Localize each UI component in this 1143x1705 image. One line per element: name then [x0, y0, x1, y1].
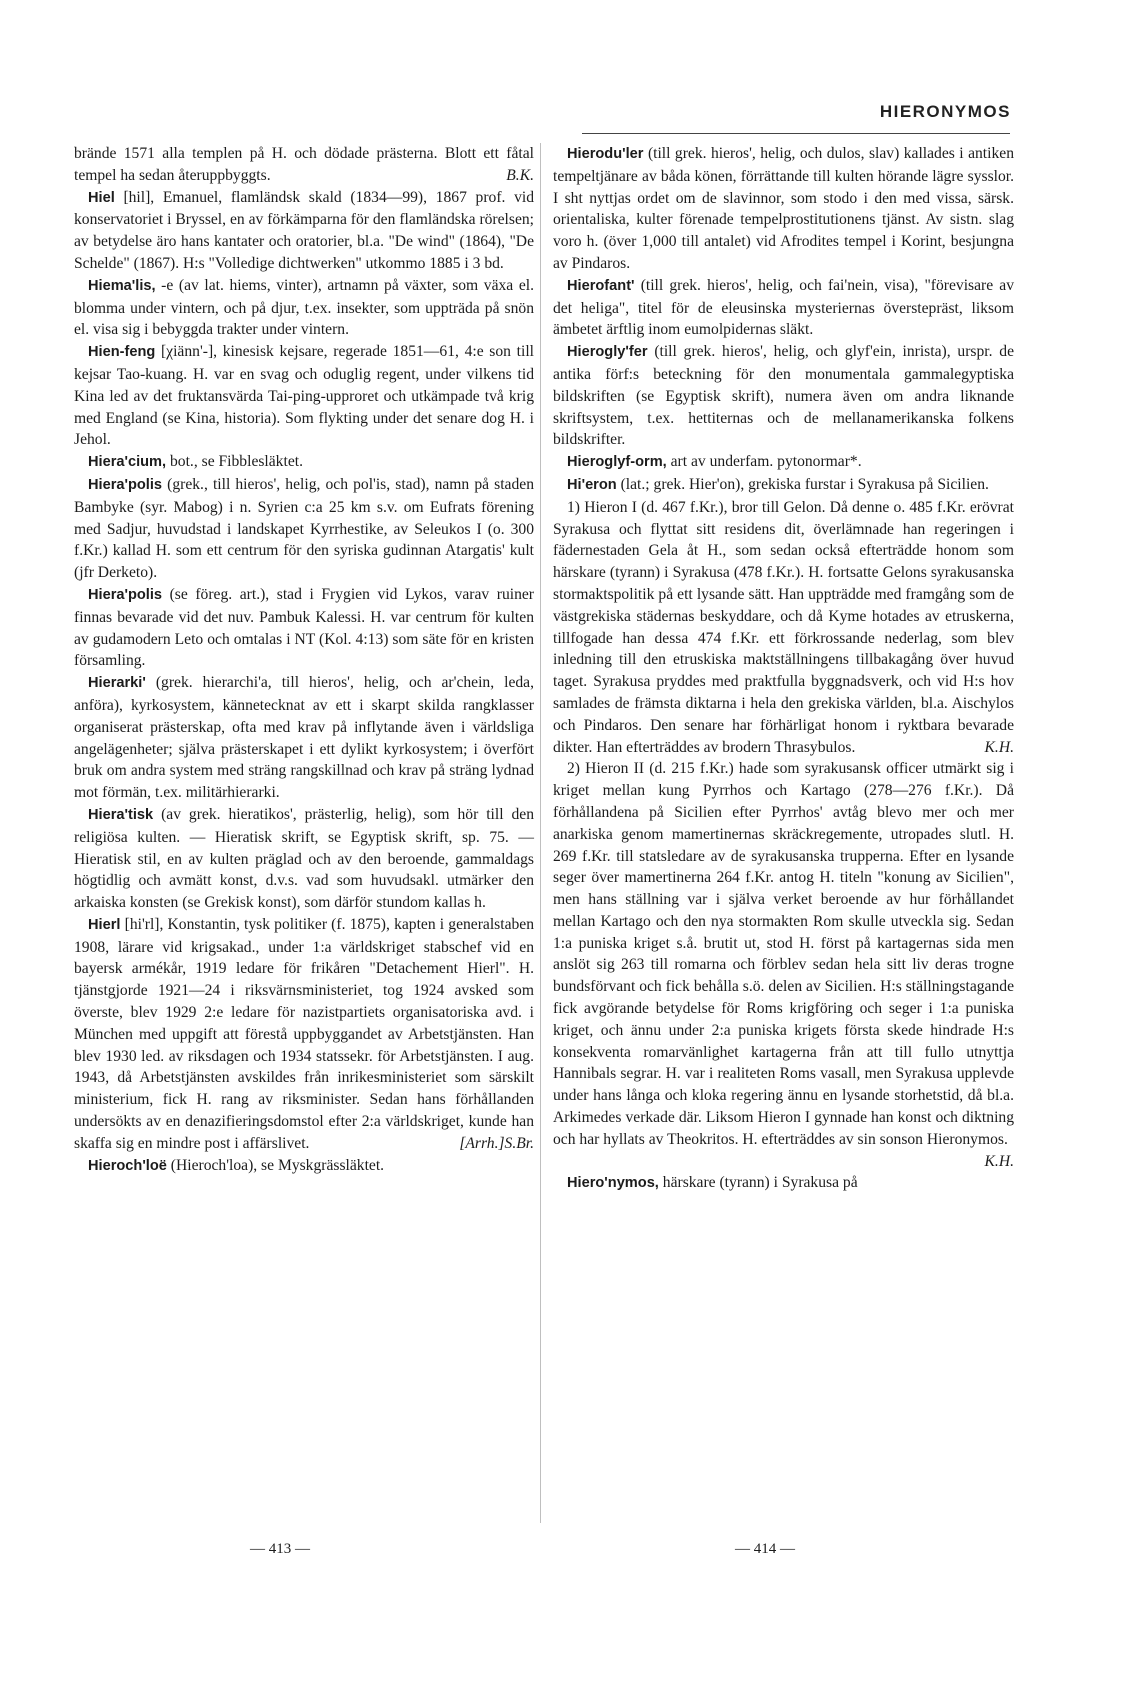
- left-column: [74, 143, 534, 1177]
- entry-text: (av grek. hieratikos', prästerlig, helig), som hör till den religiösa kulten. — Hieratisk skrift, se Egyptisk skrift, sp. 75. — Hieratisk stil, en av kulten präglad och av den beroende, gammaldags högtidlig och avmätt konst, d.v.s. vad som huvudsakl. utmärker den arkaiska konsten (se Grekisk konst), som därför stundom kallas h.: [74, 805, 534, 912]
- entry-headword: Hieroglyf-orm,: [567, 454, 667, 471]
- entry-text: brände 1571 alla templen på H. och dödade prästerna. Blott ett fåtal tempel ha sedan återuppbyggts.: [74, 145, 534, 184]
- entry-text: 1) Hieron I (d. 467 f.Kr.), bror till Gelon. Då denne o. 485 f.Kr. erövrat Syrakusa och flyttat sitt residens dit, överlämnade han regeringen i fädernestaden Gela åt H., som sedan också efterträdde honom som härskare (tyrann) i Syrakusa (478 f.Kr.). H. fortsatte Gelons syrakusanska stormaktspolitik på ett lysande sätt. Han uppträdde med framgång som de västgrekiska städernas beskyddare, och då Kyme hotades av etruskerna, tillfogade han dessa 474 f.Kr. ett förkrossande nederlag, som blev inledning till den etruskiska maktställningens tillbakagång över huvud taget. Syrakusa pryddes med praktfulla byggnadsverk, och vid H:s hov samlades de främsta diktarna i hela den grekiska världen, bl.a. Aischylos och Pindaros. Den senare har förhärligat honom i ryktbara bevarade dikter. Han efterträddes av brodern Thrasybulos.: [553, 498, 1014, 756]
- dictionary-entry: [74, 914, 534, 1155]
- entry-text: 2) Hieron II (d. 215 f.Kr.) hade som syrakusansk officer utmärkt sig i kriget mellan kung Pyrrhos och Kartago (278—276 f.Kr.). Då förhållandena på Sicilien efter Pyrrhos' avtåg blevo mer och mer anarkiska genom mamertinernas skräckregemente, utropades slutl. H. 269 f.Kr. till statsledare av de syrakusanska trupperna. Efter en lysande seger över mamertinerna 264 f.Kr. antog H. titeln "konung av Sicilien", men hans ställning var i själva verket beroende av hur förhållandet mellan Kartago och den nya stormakten Rom skulle utveckla sig. Sedan 1:a puniska kriget s.å. brutit ut, stod H. först på kartagernas sida men anslöt sig 263 till romarna och förblev sedan hela sitt liv deras trogne bundsförvant och fick behålla s.ö. delen av Sicilien. H:s ställningstagande fick avgörande betydelse för Roms krigföring och seger i 1:a puniska kriget, och ännu under 2:a puniska krigets första skede hindrade H:s konsekventa romarvänlighet kartagerna från att till fullo utnyttja Hannibals segrar. H. var i realiteten Roms vasall, men Syrakusa upplevde under hans långa och kloka regering ännu en lysande storhetstid, då bl.a. Arkimedes verkade där. Liksom Hieron I gynnade han konst och diktning och har hyllats av Theokritos. H. efterträddes av sin sonson Hieronymos.: [553, 760, 1014, 1148]
- dictionary-entry: [553, 451, 1014, 474]
- dictionary-entry: [74, 143, 534, 187]
- entry-headword: Hiero'nymos,: [567, 1175, 659, 1192]
- entry-headword: Hiema'lis,: [88, 277, 156, 294]
- entry-signature: K.H.: [984, 1152, 1014, 1170]
- page-number-right: — 414 —: [735, 1541, 795, 1557]
- dictionary-entry: [74, 804, 534, 914]
- header-rule: [582, 133, 1010, 134]
- entry-signature: K.H.: [984, 738, 1014, 756]
- entry-headword: Hierodu'ler: [567, 146, 644, 162]
- entry-text: (lat.; grek. Hier'on), grekiska furstar i Syrakusa på Sicilien.: [620, 475, 989, 493]
- entry-text: [χiänn'-], kinesisk kejsare, regerade 1851—61, 4:e son till kejsar Tao-kuang. H. var en svag och oduglig regent, under vilkens tid Kina led av det fruktansvärda Tai-ping-upproret och utkämpade två krig med England (se Kina, historia). Som flykting under det senare dog H. i Jehol.: [74, 343, 534, 449]
- entry-text: (till grek. hieros', helig, och glyf'ein, inrista), urspr. de antika förf:s beteckning för den monumentala gammalegyptiska bildskriften (se Egyptisk skrift), numera även om andra liknande skriftsystem, t.ex. hettiternas och de mellanamerikanska folkens bildskrifter.: [553, 343, 1014, 449]
- dictionary-entry: [553, 341, 1014, 451]
- dictionary-entry: [553, 143, 1014, 275]
- dictionary-entry: [74, 341, 534, 451]
- dictionary-entry: [553, 497, 1014, 759]
- entry-headword: Hiera'cium,: [88, 454, 167, 471]
- entry-headword: Hierl: [88, 916, 121, 933]
- entry-headword: Hierofant': [567, 277, 635, 294]
- entry-text: art av underfam. pytonormar*.: [670, 453, 862, 471]
- entry-text: härskare (tyrann) i Syrakusa på: [662, 1174, 858, 1192]
- entry-text: (till grek. hieros', helig, och fai'nein, visa), "förevisare av det heliga", titel för de eleusinska mysteriernas överstepräst, liksom ämbetet ärftlig inom eumolpidernas släkt.: [553, 276, 1015, 339]
- entry-headword: Hieroglyʹfer: [567, 344, 648, 361]
- entry-text: (grek. hierarchi'a, till hieros', helig, och ar'chein, leda, anföra), kyrkosystem, kännetecknat av ett i skarpt skilda rangklasser organiserat prästerskap, ofta med krav på inflytande även i världsliga angelägenheter; själva prästerskapet i ett dylikt kyrkosystem; i överfört bruk om andra system med sträng rangskillnad och krav på sträng lydnad mot förmän, t.ex. militärhierarki.: [74, 674, 534, 802]
- entry-headword: Hierarki': [88, 675, 146, 692]
- entry-text: [hi'rl], Konstantin, tysk politiker (f. 1875), kapten i generalstaben 1908, lärare vid krigsakad., under 1:a världskriget stabschef vid en bayersk armékår, 1919 ledare för frikåren "Detachement Hierl". H. tjänstgjorde 1921—24 i riksvärnsministeriet, tog 1924 avsked som överste, blev 1929 2:e ledare för nazistpartiets organisatoriska avd. i München med uppgift att förestå uppbyggandet av Arbetstjänsten. Han blev 1930 led. av riksdagen och 1934 statssekr. för Arbetstjänsten. I aug. 1943, då Arbetstjänsten avskildes från inrikesministeriet som särskilt ministerium, fick H. rang av riksminister. Sedan hans förhållanden undersökts av en denazifieringsdomstol efter 2:a världskriget, kunde han skaffa sig en mindre post i affärslivet.: [74, 915, 535, 1152]
- entry-text: (grek., till hieros', helig, och pol'is, stad), namn på staden Bambyke (syr. Mabog) i n. Syrien c:a 25 km s.v. om Eufrats förening med Sadjur, huvudstad i landskapet Kyrrhestike, av Seleukos I (o. 300 f.Kr.) kallad H. som ett centrum för den syriska gudinnan Atargatis' kult (jfr Derketo).: [74, 475, 534, 582]
- dictionary-entry: [74, 451, 534, 474]
- entry-text: -e (av lat. hiems, vinter), artnamn på växter, som växa el. blomma under vintern, och på djur, t.ex. insekter, som uppträda på snön el. visa sig i bebyggda trakter under vintern.: [74, 276, 534, 339]
- entry-headword: Hieroch'loë: [88, 1157, 167, 1174]
- entry-headword: Hi'eron: [567, 476, 617, 493]
- entry-headword: Hien-feng: [88, 344, 156, 361]
- entry-headword: Hiera'polis: [88, 586, 163, 603]
- entry-text: (Hieroch'loa), se Myskgrässläktet.: [170, 1156, 385, 1174]
- dictionary-entry: [74, 584, 534, 672]
- dictionary-entry: [74, 1155, 534, 1178]
- entry-signature: [Arrh.]S.Br.: [459, 1134, 534, 1152]
- page-number-left: — 413 —: [250, 1541, 310, 1557]
- entry-text: [hil], Emanuel, flamländsk skald (1834—99), 1867 prof. vid konservatoriet i Bryssel, en av förkämparna för den flamländska rörelsen; av betydelse äro hans kantater och oratorier, bl.a. "De wind" (1864), "De Schelde" (1867). H:s "Volledige dichtwerken" utkommo 1885 i 3 bd.: [74, 188, 534, 272]
- dictionary-entry: [74, 275, 534, 341]
- entry-headword: Hiera'tisk: [88, 806, 154, 823]
- dictionary-entry: [553, 275, 1014, 341]
- entry-text: bot., se Fibblesläktet.: [170, 453, 303, 471]
- entry-text: (se föreg. art.), stad i Frygien vid Lykos, varav ruiner finnas bevarade vid det nuv. Pambuk Kalessi. H. var centrum för kulten av gudamodern Leto och omtalas i NT (Kol. 4:13) som säte för en kristen församling.: [74, 585, 534, 670]
- dictionary-entry: [74, 474, 534, 584]
- dictionary-entry: [74, 672, 534, 804]
- entry-signature: B.K.: [506, 166, 534, 184]
- right-column: [553, 143, 1014, 1195]
- entry-headword: Hiel: [88, 189, 115, 206]
- column-divider: [540, 143, 541, 1523]
- entry-text: (till grek. hieros', helig, och dulos, slav) kallades i antiken tempeltjänare av båda könen, förrättande till kulten hörande lägre sysslor. I sht nyttjas ordet om de slavinnor, som stodo i den med vissa, särsk. orientaliska, kulter förenade tempelprostitutionens tjänst. Av sistn. slag voro h. (över 1,000 till antalet) vid Afrodites tempel i Korint, besjungna av Pindaros.: [553, 145, 1014, 272]
- dictionary-entry: [74, 187, 534, 275]
- entry-headword: Hiera'polis: [88, 476, 163, 493]
- dictionary-entry: [553, 1172, 1014, 1195]
- dictionary-entry: [553, 758, 1014, 1172]
- running-head: HIERONYMOS: [879, 102, 1011, 121]
- dictionary-entry: [553, 474, 1014, 497]
